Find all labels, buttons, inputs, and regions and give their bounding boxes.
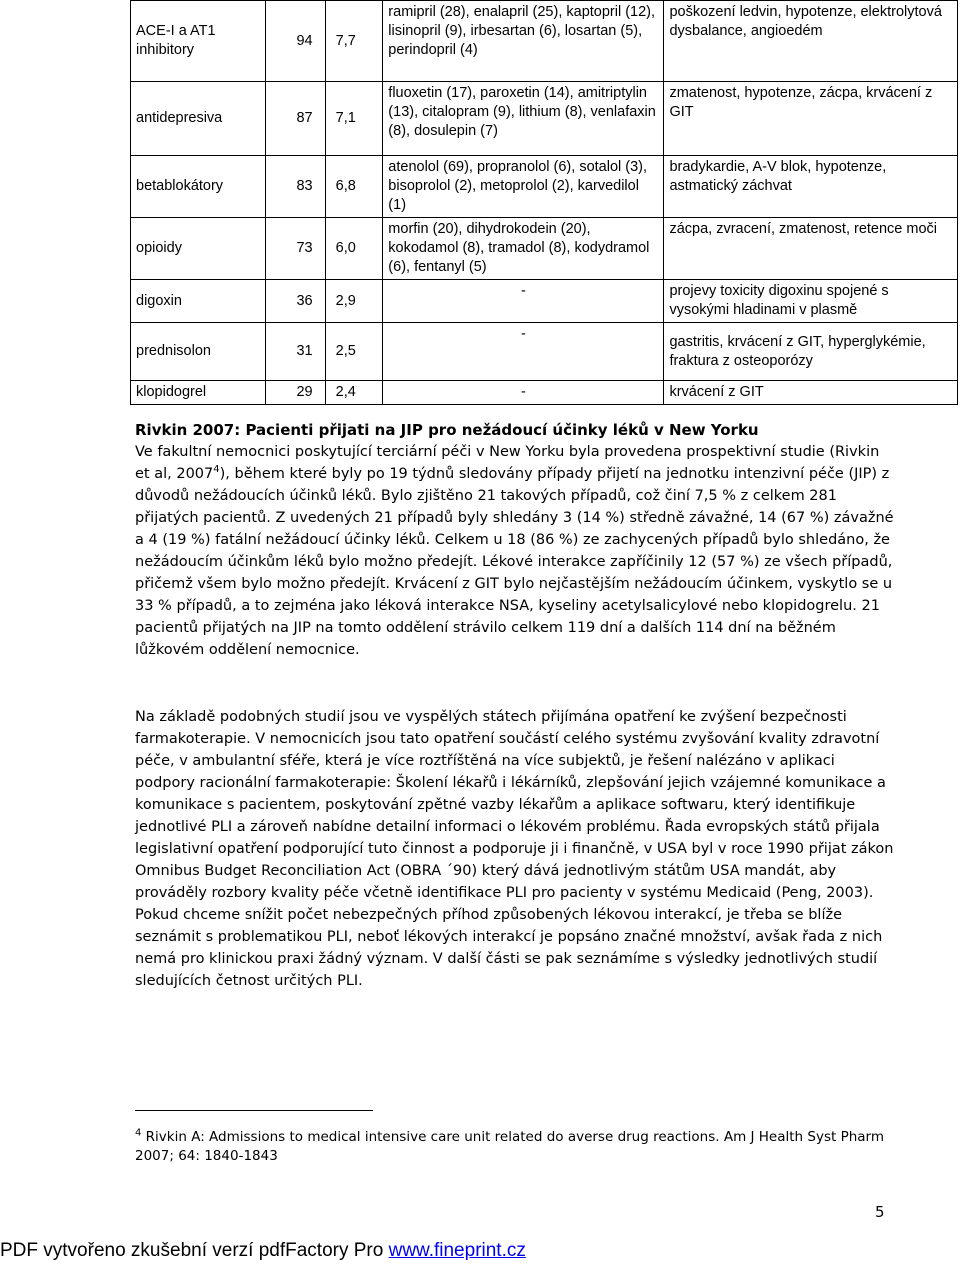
count-cell: 87 (265, 82, 325, 156)
table-row (131, 156, 958, 218)
paragraph-text: ), během které byly po 19 týdnů sledovány případy přijetí na jednotku intenzivní péče (JIP) z důvodů nežádoucích účinků léků. Bylo zjištěno 21 takových případů, což činí 7,5 % z celkem 281 přijatých pacientů. Z uvedených 21 případů byly shledány 3 (14 %) středně závažné, 14 (67 %) závažné a 4 (19 %) fatální nežádoucí účinky léků. Celkem u 18 (86 %) ze zachycených případů bylo shledáno, že nežádoucím účinkům léků bylo možno předejít. Lékové interakce zapříčinily 12 (57 %) ze všech případů, přičemž všem bylo možno předejít. Krvácení z GIT bylo nejčastějším nežádoucím účinkem, vyskytlo se u 33 % případů, a to zejména jako léková interakce NSA, kyseliny acetylsalicylové nebo klopidogrelu. 21 pacientů přijatých na JIP na tomto oddělení strávilo celkem 119 dní a dalších 114 dní na běžném lůžkovém oddělení nemocnice. (135, 466, 894, 658)
effects-cell: krvácení z GIT (664, 381, 958, 405)
table-row (131, 82, 958, 156)
adverse-drug-table (130, 0, 958, 405)
examples-cell: - (383, 280, 664, 323)
percent-cell: 2,9 (325, 280, 383, 323)
drug-group-cell: klopidogrel (131, 381, 266, 405)
footnote-number: 4 (135, 1127, 142, 1139)
examples-cell: - (383, 323, 664, 381)
table-row (131, 1, 958, 82)
measures-paragraph: Na základě podobných studií jsou ve vyspělých státech přijímána opatření ke zvýšení bezpečnosti farmakoterapie. V nemocnicích jsou tato opatření součástí celého systému zvyšování kvality zdravotní péče, v ambulantní sféře, která je více roztříštěná na více subjektů, je řešení nalézáno v aplikaci podpory racionální farmakoterapie: Školení lékařů i lékárníků, zlepšování jejich vzájemné komunikace a komunikace s pacientem, poskytování zpětné vazby lékařům a aplikace softwaru, který identifikuje jednotlivé PLI a zároveň nabídne detailní informaci o lékovém problému. Řada evropských států přijala legislativní opatření podporující tuto činnost a podporuje ji i finančně, v USA byl v roce 1990 přijat zákon Omnibus Budget Reconciliation Act (OBRA ´90) který dává jednotlivým státům USA mandát, aby prováděly rozbory kvality péče včetně identifikace PLI pro pacienty v systému Medicaid (Peng, 2003). Pokud chceme snížit počet nebezpečných příhod způsobených lékovou interakcí, je třeba se blíže seznámit s problematikou PLI, neboť lékových interakcí je popsáno značné množství, avšak řada z nich nemá pro klinickou praxi žádný význam. V další části se pak seznámíme s výsledky jednotlivých studií sledujících četnost určitých PLI. (135, 709, 894, 989)
table-row (131, 323, 958, 381)
percent-cell: 7,7 (325, 1, 383, 82)
effects-cell: bradykardie, A-V blok, hypotenze, astmatický záchvat (664, 156, 958, 218)
examples-cell: - (383, 381, 664, 405)
effects-cell: zácpa, zvracení, zmatenost, retence moči (664, 218, 958, 280)
footnote (135, 1128, 895, 1166)
percent-cell: 7,1 (325, 82, 383, 156)
table-row (131, 381, 958, 405)
examples-cell: atenolol (69), propranolol (6), sotalol (3), bisoprolol (2), metoprolol (2), karvedilol (1) (383, 156, 664, 218)
drug-group-cell: prednisolon (131, 323, 266, 381)
measures-section (135, 706, 895, 992)
examples-cell: morfin (20), dihydrokodein (20), kokodamol (8), tramadol (8), kodydramol (6), fentanyl (5) (383, 218, 664, 280)
count-cell: 73 (265, 218, 325, 280)
drug-group-cell: betablokátory (131, 156, 266, 218)
study-paragraph (135, 441, 895, 661)
table-row (131, 280, 958, 323)
examples-cell: fluoxetin (17), paroxetin (14), amitriptylin (13), citalopram (9), lithium (8), venlafaxin (8), dosulepin (7) (383, 82, 664, 156)
footnote-text: Rivkin A: Admissions to medical intensive care unit related do averse drug reactions. Am J Health Syst Pharm 2007; 64: 1840-1843 (135, 1129, 885, 1164)
drug-group-cell: ACE-I a AT1 inhibitory (131, 1, 266, 82)
count-cell: 29 (265, 381, 325, 405)
fineprint-link[interactable]: www.fineprint.cz (388, 1240, 526, 1261)
drug-group-cell: antidepresiva (131, 82, 266, 156)
pdf-banner (0, 1240, 526, 1262)
banner-text: PDF vytvořeno zkušební verzí pdfFactory Pro (0, 1240, 389, 1261)
drug-group-cell: opioidy (131, 218, 266, 280)
table-row (131, 218, 958, 280)
footnote-reference: 4 (213, 464, 220, 476)
footnote-divider (135, 1110, 373, 1111)
percent-cell: 6,0 (325, 218, 383, 280)
count-cell: 36 (265, 280, 325, 323)
page-number: 5 (875, 1203, 885, 1221)
study-section (135, 419, 895, 661)
count-cell: 31 (265, 323, 325, 381)
percent-cell: 6,8 (325, 156, 383, 218)
effects-cell: gastritis, krvácení z GIT, hyperglykémie, fraktura z osteoporózy (664, 323, 958, 381)
percent-cell: 2,4 (325, 381, 383, 405)
effects-cell: zmatenost, hypotenze, zácpa, krvácení z GIT (664, 82, 958, 156)
effects-cell: projevy toxicity digoxinu spojené s vysokými hladinami v plasmě (664, 280, 958, 323)
paragraph-text: Ve fakultní nemocnici poskytující terciární péči v New Yorku byla provedena prospektivní studie (Rivkin et al, 2007 (135, 444, 880, 482)
section-heading: Rivkin 2007: Pacienti přijati na JIP pro nežádoucí účinky léků v New Yorku (135, 421, 759, 439)
drug-group-cell: digoxin (131, 280, 266, 323)
examples-cell: ramipril (28), enalapril (25), kaptopril (12), lisinopril (9), irbesartan (6), losartan (5), perindopril (4) (383, 1, 664, 82)
effects-cell: poškození ledvin, hypotenze, elektrolytová dysbalance, angioedém (664, 1, 958, 82)
percent-cell: 2,5 (325, 323, 383, 381)
count-cell: 94 (265, 1, 325, 82)
count-cell: 83 (265, 156, 325, 218)
